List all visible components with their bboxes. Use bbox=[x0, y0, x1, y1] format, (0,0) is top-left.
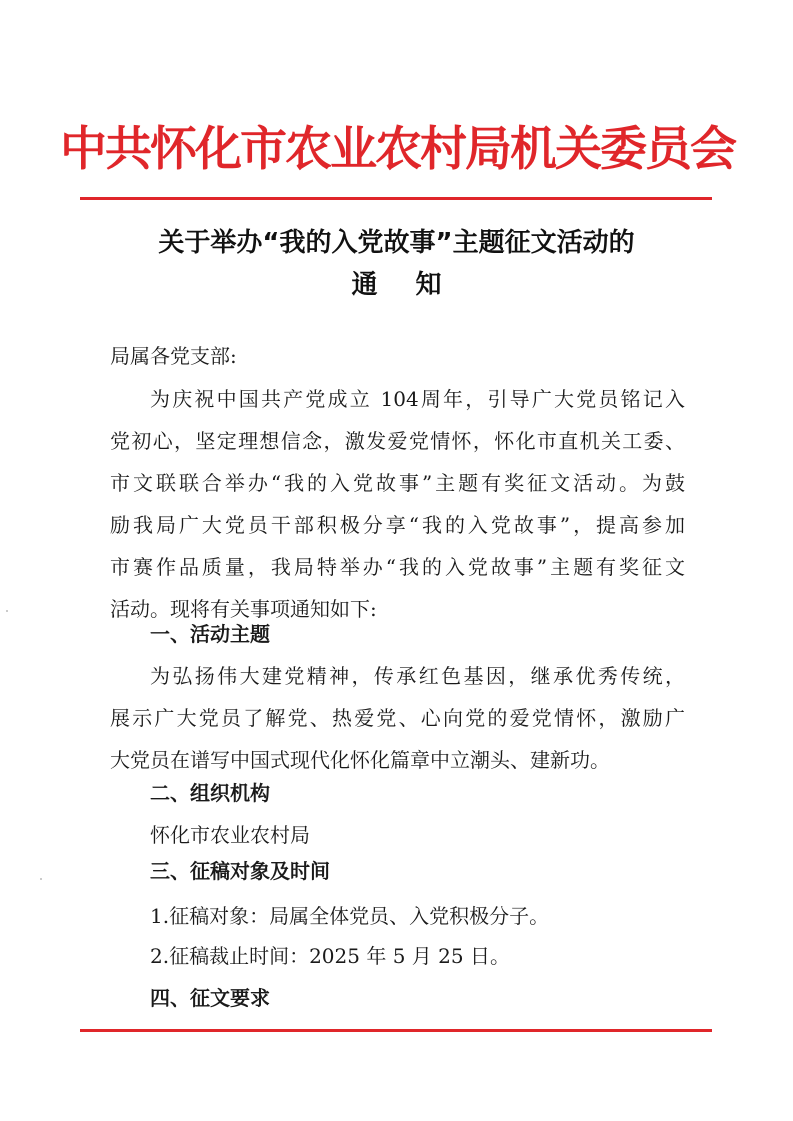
scan-speck bbox=[40, 878, 42, 880]
intro-line: 市文联联合举办“我的入党故事”主题有奖征文活动。为鼓 bbox=[110, 471, 685, 495]
scan-speck bbox=[6, 610, 8, 612]
section-3-item-2: 2.征稿裁止时间：2025 年 5 月 25 日。 bbox=[150, 944, 510, 968]
section-1-line: 大党员在谱写中国式现代化怀化篇章中立潮头、建新功。 bbox=[110, 748, 610, 772]
section-3-heading: 三、征稿对象及时间 bbox=[150, 859, 330, 883]
section-4-heading: 四、征文要求 bbox=[150, 986, 270, 1010]
section-1-line: 为弘扬伟大建党精神，传承红色基因，继承优秀传统， bbox=[150, 664, 685, 688]
section-2-text: 怀化市农业农村局 bbox=[150, 823, 310, 847]
intro-line: 活动。现将有关事项通知如下: bbox=[110, 597, 377, 621]
section-3-item-1: 1.征稿对象：局属全体党员、入党积极分子。 bbox=[150, 904, 550, 928]
intro-line: 市赛作品质量，我局特举办“我的入党故事”主题有奖征文 bbox=[110, 555, 685, 579]
masthead-red-rule bbox=[80, 197, 712, 200]
intro-line: 为庆祝中国共产党成立 104周年，引导广大党员铭记入 bbox=[150, 387, 685, 411]
intro-line: 党初心，坚定理想信念，激发爱党情怀，怀化市直机关工委、 bbox=[110, 429, 685, 453]
document-title-line-2: 通知 bbox=[351, 270, 480, 300]
footer-red-rule bbox=[80, 1029, 712, 1032]
masthead-title: 中共怀化市农业农村局机关委员会 bbox=[60, 122, 735, 177]
section-1-line: 展示广大党员了解党、热爱党、心向党的爱党情怀，激励广 bbox=[110, 706, 685, 730]
section-2-heading: 二、组织机构 bbox=[150, 781, 270, 805]
intro-line: 励我局广大党员干部积极分享“我的入党故事”，提高参加 bbox=[110, 513, 685, 537]
document-title-line-1: 关于举办“我的入党故事”主题征文活动的 bbox=[158, 228, 635, 258]
salutation: 局属各党支部: bbox=[110, 344, 237, 368]
section-1-heading: 一、活动主题 bbox=[150, 622, 270, 646]
